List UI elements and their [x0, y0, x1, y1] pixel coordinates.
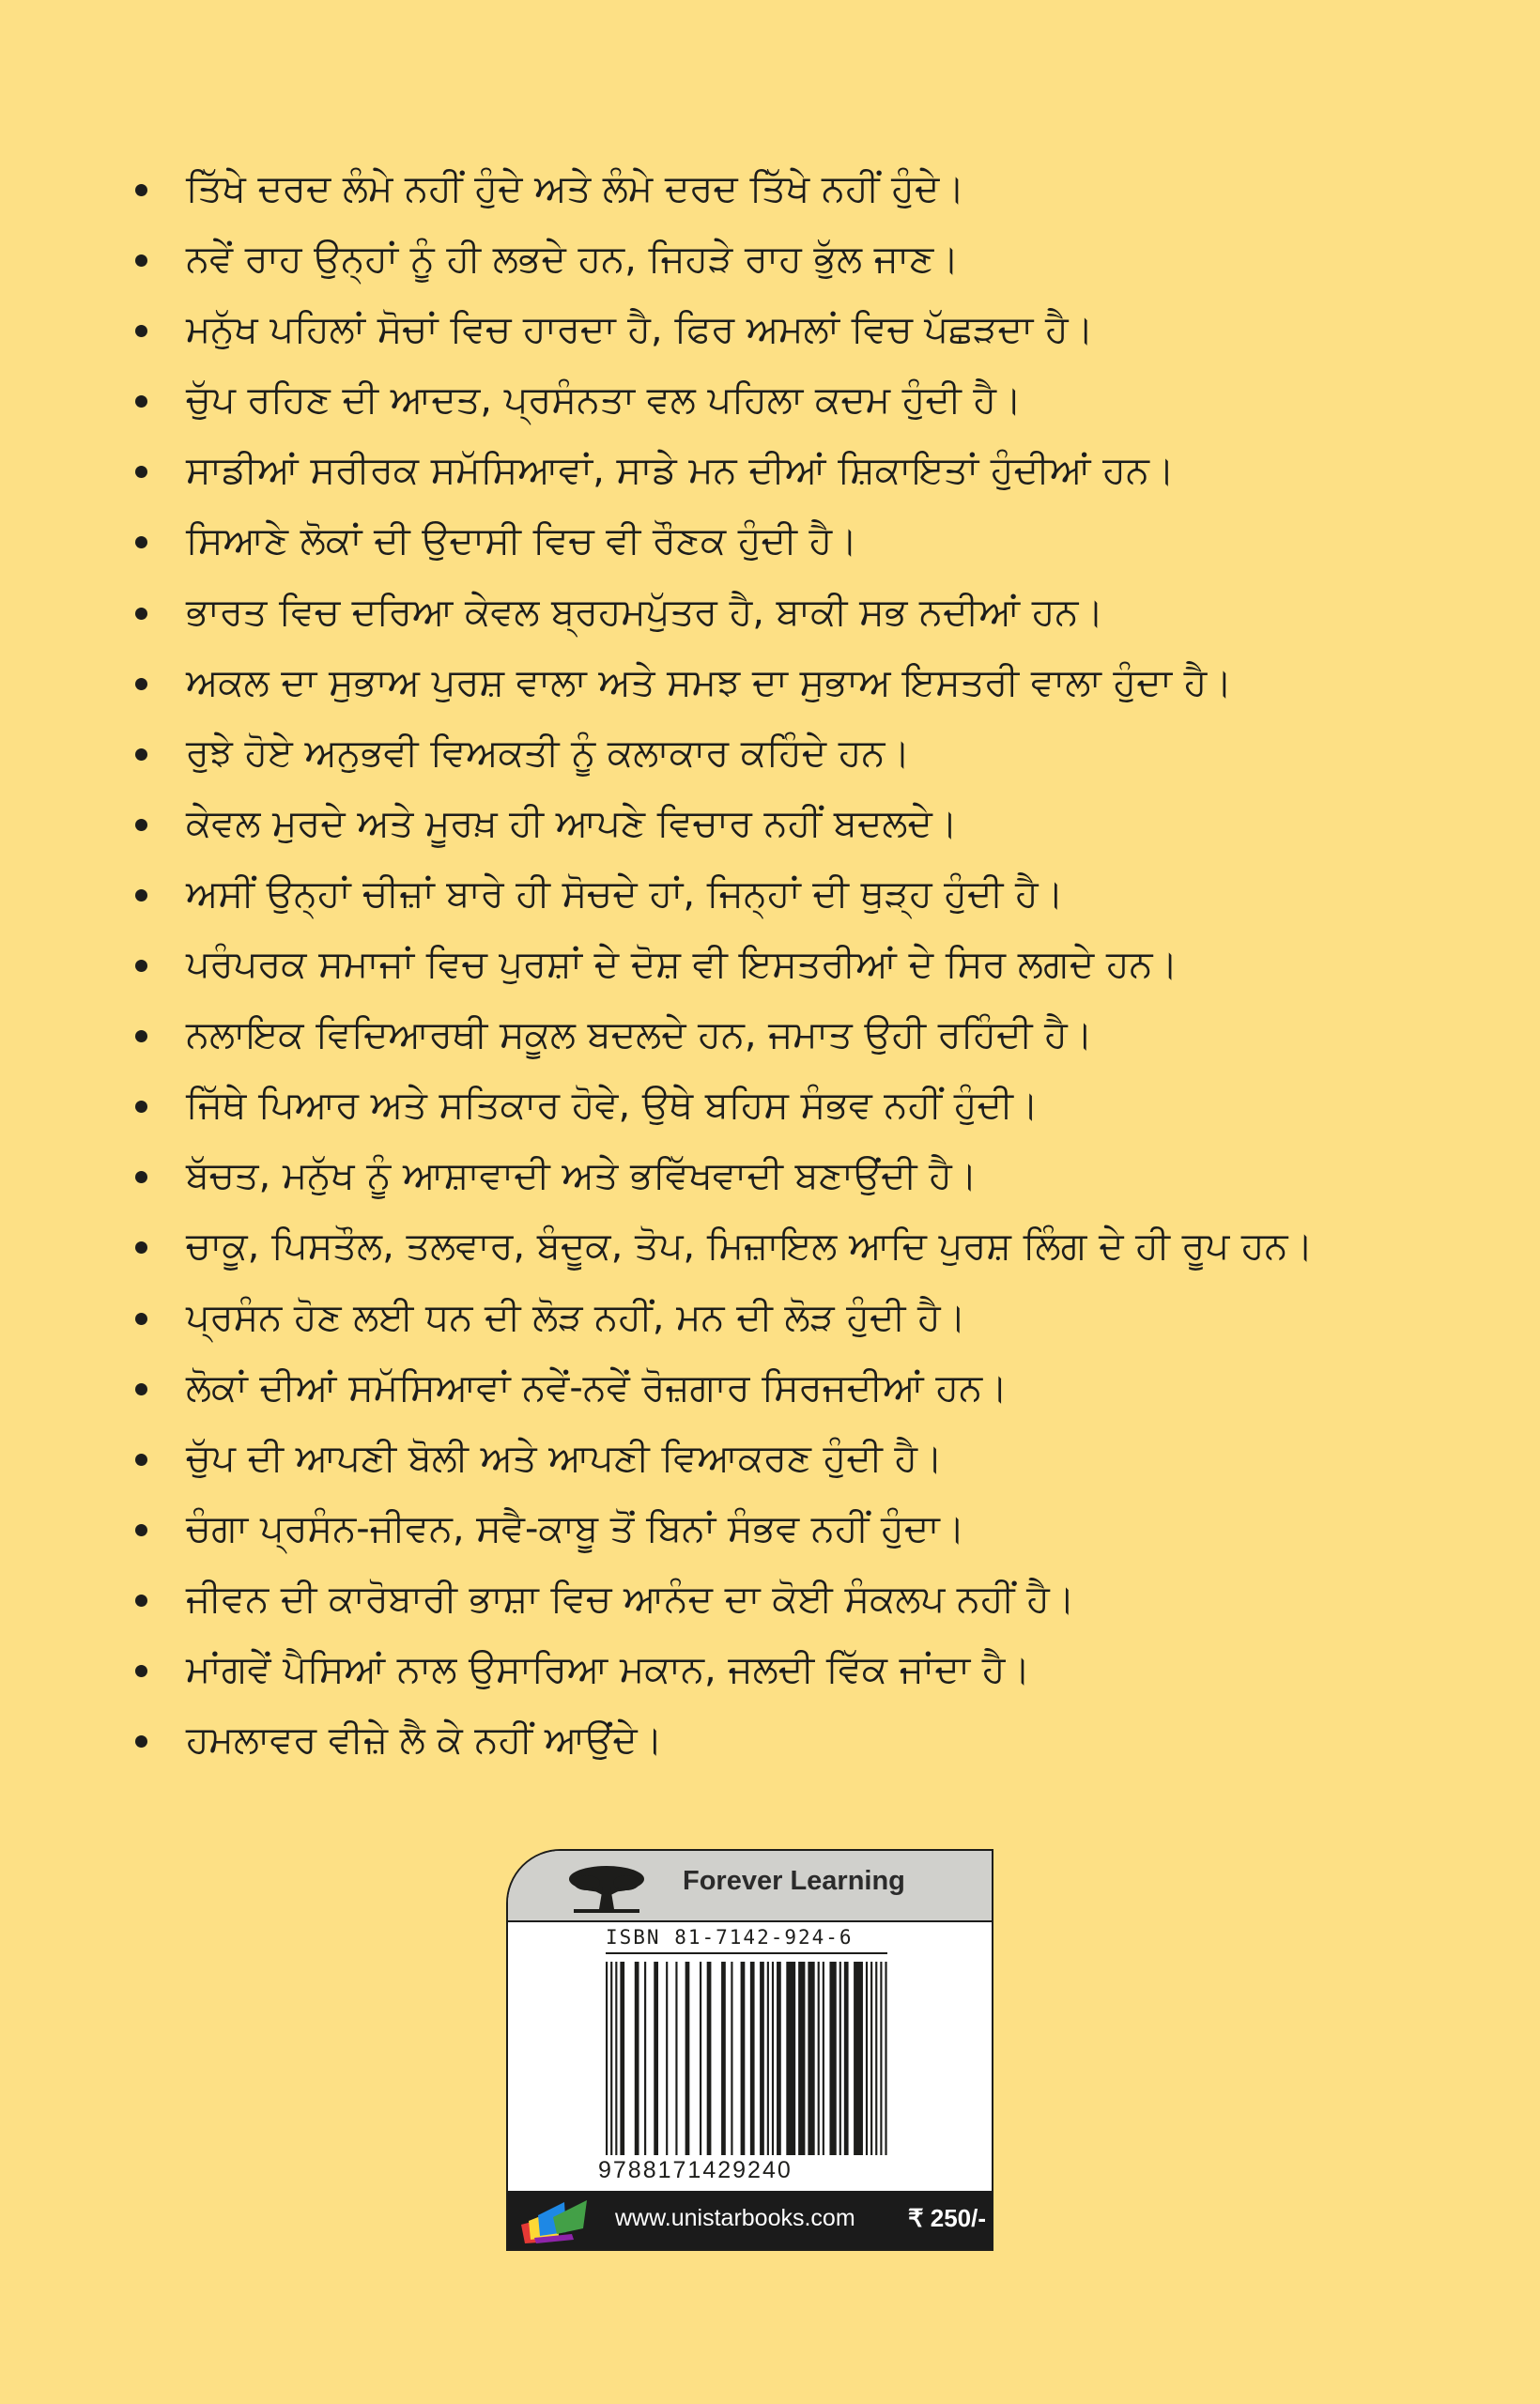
bullet-icon — [135, 889, 147, 902]
list-item — [131, 1427, 1484, 1498]
barcode-bar — [808, 1962, 814, 2155]
barcode-bar — [666, 1962, 668, 2155]
bullet-icon — [135, 254, 147, 267]
quote-text: ਚੁੱਪ ਰਹਿਣ ਦੀ ਆਦਤ, ਪ੍ਰਸੰਨਤਾ ਵਲ ਪਹਿਲਾ ਕਦਮ ਹੁੰਦੀ ਹੈ। — [186, 378, 1023, 423]
quote-text: ਭਾਰਤ ਵਿਚ ਦਰਿਆ ਕੇਵਲ ਬ੍ਰਹਮਪੁੱਤਰ ਹੈ, ਬਾਕੀ ਸਭ ਨਦੀਆਂ ਹਨ। — [186, 590, 1104, 634]
bullet-icon — [135, 1313, 147, 1325]
list-item — [131, 581, 1484, 652]
list-item — [131, 722, 1484, 793]
list-item — [131, 1215, 1484, 1286]
bullet-icon — [135, 1101, 147, 1113]
barcode-bar — [885, 1962, 886, 2155]
bullet-icon — [135, 1383, 147, 1395]
barcode-bar — [606, 1962, 608, 2155]
barcode-bar — [772, 1962, 774, 2155]
quote-text: ਨਵੇਂ ਰਾਹ ਉਨ੍ਹਾਂ ਨੂੰ ਹੀ ਲਭਦੇ ਹਨ, ਜਿਹੜੇ ਰਾਹ ਭੁੱਲ ਜਾਣ। — [186, 238, 960, 282]
barcode-bar — [635, 1962, 639, 2155]
series-header — [508, 1851, 992, 1922]
tree-icon — [564, 1860, 649, 1915]
barcode-bar — [644, 1962, 646, 2155]
bullet-icon — [135, 395, 147, 408]
barcode-bar — [741, 1962, 746, 2155]
quote-text: ਮਾਂਗਵੇਂ ਪੈਸਿਆਂ ਨਾਲ ਉਸਾਰਿਆ ਮਕਾਨ, ਜਲਦੀ ਵਿੱਕ ਜਾਂਦਾ ਹੈ। — [186, 1647, 1031, 1691]
barcode-bar — [654, 1962, 658, 2155]
quote-text: ਮਨੁੱਖ ਪਹਿਲਾਂ ਸੋਚਾਂ ਵਿਚ ਹਾਰਦਾ ਹੈ, ਫਿਰ ਅਮਲਾਂ ਵਿਚ ਪੱਛੜਦਾ ਹੈ। — [186, 308, 1094, 352]
list-item — [131, 1074, 1484, 1145]
bullet-icon — [135, 1595, 147, 1607]
barcode-bar — [870, 1962, 872, 2155]
series-title: Forever Learning — [683, 1866, 905, 1896]
bullet-icon — [135, 678, 147, 690]
quote-text: ਹਮਲਾਵਰ ਵੀਜ਼ੇ ਲੈ ਕੇ ਨਹੀਂ ਆਉਂਦੇ। — [186, 1718, 663, 1763]
quote-text: ਤਿੱਖੇ ਦਰਦ ਲੰਮੇ ਨਹੀਂ ਹੁੰਦੇ ਅਤੇ ਲੰਮੇ ਦਰਦ ਤਿੱਖੇ ਨਹੀਂ ਹੁੰਦੇ। — [186, 167, 965, 210]
bullet-icon — [135, 748, 147, 761]
list-item — [131, 1357, 1484, 1427]
barcode-bar — [823, 1962, 824, 2155]
list-item — [131, 1709, 1484, 1780]
list-item — [131, 1498, 1484, 1568]
barcode-bar — [844, 1962, 849, 2155]
bullet-icon — [135, 1454, 147, 1466]
bullet-icon — [135, 1735, 147, 1748]
list-item — [131, 652, 1484, 722]
barcode — [606, 1962, 887, 2155]
barcode-bar — [818, 1962, 820, 2155]
bullet-icon — [135, 608, 147, 620]
website-link[interactable]: www.unistarbooks.com — [615, 2205, 855, 2231]
quote-text: ਪ੍ਰਸੰਨ ਹੋਣ ਲਈ ਧਨ ਦੀ ਲੋੜ ਨਹੀਂ, ਮਨ ਦੀ ਲੋੜ ਹੁੰਦੀ ਹੈ। — [186, 1295, 966, 1339]
bullet-icon — [135, 184, 147, 196]
barcode-bar — [721, 1962, 726, 2155]
list-item — [131, 1287, 1484, 1357]
barcode-bar — [675, 1962, 677, 2155]
quote-text: ਬੱਚਤ, ਮਨੁੱਖ ਨੂੰ ਆਸ਼ਾਵਾਦੀ ਅਤੇ ਭਵਿੱਖਵਾਦੀ ਬਣਾਉਂਦੀ ਹੈ। — [186, 1154, 978, 1198]
bullet-icon — [135, 1665, 147, 1677]
price-label: ₹ 250/- — [907, 2204, 986, 2232]
list-item — [131, 439, 1484, 510]
barcode-bar — [750, 1962, 755, 2155]
quote-list — [131, 158, 1484, 1780]
list-item — [131, 228, 1484, 299]
quote-text: ਜਿੱਥੇ ਪਿਆਰ ਅਤੇ ਸਤਿਕਾਰ ਹੋਵੇ, ਉਥੇ ਬਹਿਸ ਸੰਭਵ ਨਹੀਂ ਹੁੰਦੀ। — [186, 1084, 1039, 1128]
quote-text: ਚੰਗਾ ਪ੍ਰਸੰਨ-ਜੀਵਨ, ਸਵੈ-ਕਾਬੂ ਤੋਂ ਬਿਨਾਂ ਸੰਭਵ ਨਹੀਂ ਹੁੰਦਾ। — [186, 1506, 965, 1550]
barcode-bar — [880, 1962, 882, 2155]
book-logo-icon — [516, 2196, 596, 2245]
list-item — [131, 1639, 1484, 1709]
barcode-bar — [700, 1962, 701, 2155]
bullet-icon — [135, 466, 147, 478]
quote-text: ਚਾਕੂ, ਪਿਸਤੌਲ, ਤਲਵਾਰ, ਬੰਦੂਕ, ਤੋਪ, ਮਿਜ਼ਾਇਲ ਆਦਿ ਪੁਰਸ਼ ਲਿੰਗ ਦੇ ਹੀ ਰੂਪ ਹਨ। — [186, 1225, 1314, 1269]
list-item — [131, 863, 1484, 933]
barcode-bar — [829, 1962, 836, 2155]
isbn-label: ISBN 81-7142-924-6 — [606, 1926, 854, 1949]
list-item — [131, 933, 1484, 1004]
barcode-bar — [615, 1962, 617, 2155]
isbn-divider — [606, 1952, 887, 1954]
quote-text: ਜੀਵਨ ਦੀ ਕਾਰੋਬਾਰੀ ਭਾਸ਼ਾ ਵਿਚ ਆਨੰਦ ਦਾ ਕੋਈ ਸੰਕਲਪ ਨਹੀਂ ਹੈ। — [186, 1577, 1075, 1621]
list-item — [131, 299, 1484, 369]
quote-text: ਰੁਝੇ ਹੋਏ ਅਨੁਭਵੀ ਵਿਅਕਤੀ ਨੂੰ ਕਲਾਕਾਰ ਕਹਿੰਦੇ ਹਨ। — [186, 731, 911, 775]
barcode-bar — [620, 1962, 624, 2155]
barcode-box — [506, 1849, 993, 2251]
list-item — [131, 793, 1484, 863]
quote-text: ਅਸੀਂ ਉਨ੍ਹਾਂ ਚੀਜ਼ਾਂ ਬਾਰੇ ਹੀ ਸੋਚਦੇ ਹਾਂ, ਜਿਨ੍ਹਾਂ ਦੀ ਥੁੜ੍ਹ ਹੁੰਦੀ ਹੈ। — [186, 871, 1064, 916]
barcode-bar — [854, 1962, 863, 2155]
list-item — [131, 1145, 1484, 1215]
barcode-bar — [731, 1962, 732, 2155]
bullet-icon — [135, 325, 147, 337]
quote-text: ਅਕਲ ਦਾ ਸੁਭਾਅ ਪੁਰਸ਼ ਵਾਲਾ ਅਤੇ ਸਮਝ ਦਾ ਸੁਭਾਅ ਇਸਤਰੀ ਵਾਲਾ ਹੁੰਦਾ ਹੈ। — [186, 660, 1233, 704]
ean-digits: 9788171429240 — [598, 2157, 793, 2183]
bullet-icon — [135, 536, 147, 548]
barcode-bar — [866, 1962, 868, 2155]
bullet-icon — [135, 819, 147, 831]
list-item — [131, 1568, 1484, 1639]
quote-text: ਲੋਕਾਂ ਦੀਆਂ ਸਮੱਸਿਆਵਾਂ ਨਵੇਂ-ਨਵੇਂ ਰੋਜ਼ਗਾਰ ਸਿਰਜਦੀਆਂ ਹਨ। — [186, 1365, 1009, 1410]
list-item — [131, 510, 1484, 580]
barcode-bar — [839, 1962, 841, 2155]
quote-text: ਸਿਆਣੇ ਲੋਕਾਂ ਦੀ ਉਦਾਸੀ ਵਿਚ ਵੀ ਰੌਣਕ ਹੁੰਦੀ ਹੈ। — [186, 519, 858, 563]
list-item — [131, 1004, 1484, 1074]
bullet-icon — [135, 1524, 147, 1536]
bullet-icon — [135, 1030, 147, 1042]
quote-text: ਸਾਡੀਆਂ ਸਰੀਰਕ ਸਮੱਸਿਆਵਾਂ, ਸਾਡੇ ਮਨ ਦੀਆਂ ਸ਼ਿਕਾਇਤਾਂ ਹੁੰਦੀਆਂ ਹਨ। — [186, 449, 1175, 493]
barcode-bar — [777, 1962, 781, 2155]
barcode-bar — [875, 1962, 877, 2155]
publisher-footer — [508, 2191, 992, 2249]
quote-text: ਨਲਾਇਕ ਵਿਦਿਆਰਥੀ ਸਕੂਲ ਬਦਲਦੇ ਹਨ, ਜਮਾਤ ਉਹੀ ਰਹਿੰਦੀ ਹੈ। — [186, 1013, 1093, 1057]
list-item — [131, 158, 1484, 228]
barcode-bar — [610, 1962, 612, 2155]
barcode-bar — [786, 1962, 795, 2155]
bullet-icon — [135, 1171, 147, 1183]
bullet-icon — [135, 1241, 147, 1254]
barcode-bar — [760, 1962, 764, 2155]
barcode-bar — [798, 1962, 805, 2155]
barcode-bar — [685, 1962, 690, 2155]
bullet-icon — [135, 960, 147, 972]
barcode-bar — [767, 1962, 769, 2155]
quote-text: ਪਰੰਪਰਕ ਸਮਾਜਾਂ ਵਿਚ ਪੁਰਸ਼ਾਂ ਦੇ ਦੋਸ਼ ਵੀ ਇਸਤਰੀਆਂ ਦੇ ਸਿਰ ਲਗਦੇ ਹਨ। — [186, 943, 1178, 987]
quote-text: ਕੇਵਲ ਮੁਰਦੇ ਅਤੇ ਮੂਰਖ਼ ਹੀ ਆਪਣੇ ਵਿਚਾਰ ਨਹੀਂ ਬਦਲਦੇ। — [186, 801, 958, 845]
quote-text: ਚੁੱਪ ਦੀ ਆਪਣੀ ਬੋਲੀ ਅਤੇ ਆਪਣੀ ਵਿਆਕਰਣ ਹੁੰਦੀ ਹੈ। — [186, 1436, 943, 1480]
list-item — [131, 369, 1484, 439]
barcode-bar — [707, 1962, 712, 2155]
